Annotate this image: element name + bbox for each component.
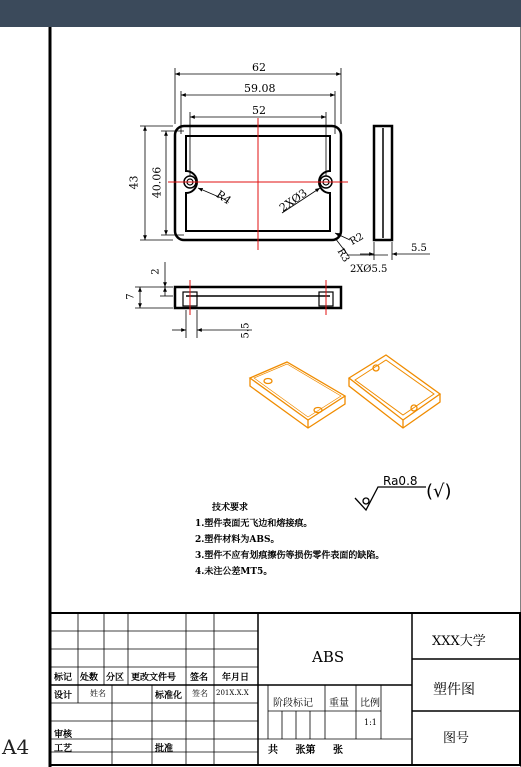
dim-corner-radius: R4 — [213, 187, 234, 208]
header-change-doc: 更改文件号 — [131, 673, 177, 683]
requirements-title: 技术要求 — [212, 503, 249, 513]
sign-label: 签名 — [192, 689, 208, 698]
header-zone: 分区 — [106, 673, 125, 683]
dim-inner-height: 40.06 — [150, 166, 164, 199]
scale-label: 比例 — [360, 698, 380, 709]
dim-inner-width: 59.08 — [244, 82, 276, 95]
dimension-lines — [140, 68, 388, 255]
requirement-item: 1.塑件表面无飞边和熔接痕。 — [195, 519, 313, 529]
sheet-count: 共 张第 张 — [268, 745, 343, 756]
surface-finish-mark: (√) — [426, 481, 452, 502]
side-view — [374, 126, 392, 240]
review-label: 审核 — [54, 730, 73, 740]
technical-requirements — [195, 500, 384, 580]
dim-overall-width: 62 — [252, 61, 266, 74]
dim-fillet-r3: R3 — [334, 246, 352, 265]
dim-boss-height: 5.5 — [240, 322, 252, 339]
material-label: ABS — [312, 648, 345, 666]
requirement-item: 4.未注公差MT5。 — [195, 567, 273, 577]
name-label: 姓名 — [90, 689, 106, 698]
sheet-size-label: A4 — [2, 735, 30, 759]
design-label: 设计 — [54, 691, 73, 701]
dim-floor: 2 — [150, 268, 162, 275]
stage-mark-label: 阶段标记 — [273, 698, 313, 709]
header-date: 年月日 — [222, 673, 250, 683]
school-name: XXX大学 — [432, 634, 486, 649]
dim-total-height: 7 — [125, 293, 137, 300]
dim-fillet-r2: R2 — [348, 231, 366, 248]
weight-label: 重量 — [329, 698, 349, 709]
dim-boss-callout: 2XØ5.5 — [350, 264, 388, 275]
dim-side-depth: 5.5 — [411, 243, 427, 254]
approve-label: 批准 — [155, 744, 174, 754]
requirement-item: 3.塑件不应有划痕擦伤等损伤零件表面的缺陷。 — [195, 551, 385, 561]
header-sign: 签名 — [190, 673, 209, 683]
process-label: 工艺 — [54, 744, 73, 754]
isometric-view-back — [349, 355, 440, 428]
header-mark: 标记 — [54, 673, 73, 683]
dim-hole-spacing: 52 — [252, 104, 266, 117]
drawing-name: 塑件图 — [433, 682, 475, 698]
scale-value: 1:1 — [364, 718, 377, 727]
header-count: 处数 — [80, 673, 99, 683]
standardize-label: 标准化 — [155, 691, 183, 701]
dim-hole-callout: 2XØ3 — [277, 186, 310, 215]
requirement-item: 2.塑件材料为ABS。 — [195, 535, 280, 545]
dim-overall-height: 43 — [127, 175, 141, 190]
date-value: 201X.X.X — [216, 689, 249, 697]
section-view — [175, 287, 341, 308]
drawing-number-label: 图号 — [443, 731, 470, 746]
surface-finish-value: Ra0.8 — [383, 474, 418, 488]
isometric-view-front — [250, 362, 345, 428]
